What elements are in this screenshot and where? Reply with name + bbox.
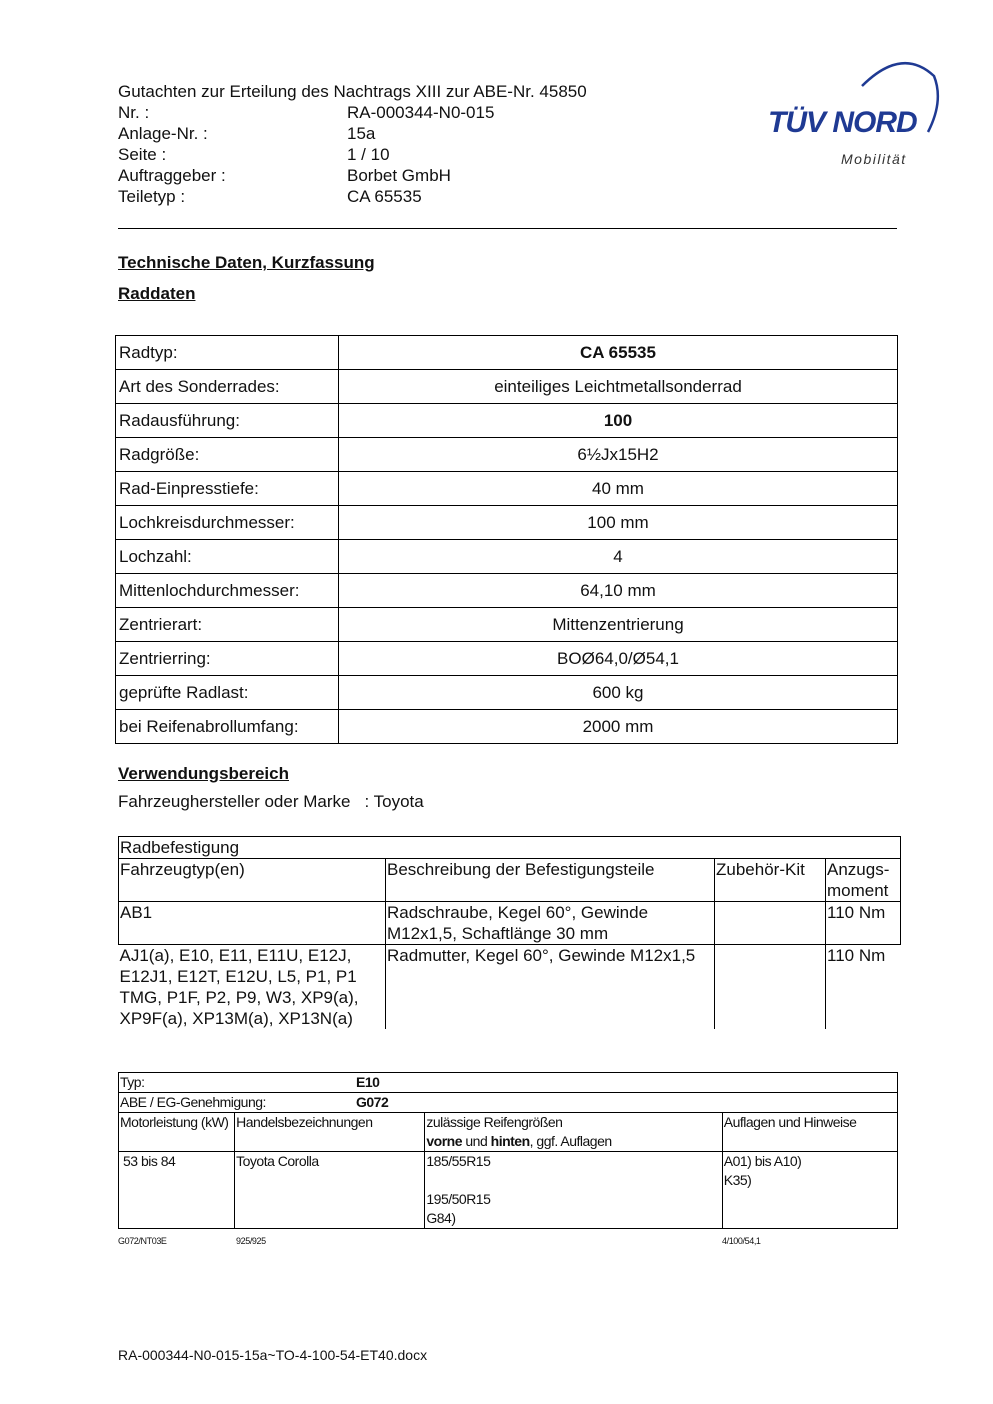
logo-wordmark: TÜV NORD: [768, 106, 917, 139]
header-key: Anlage-Nr. :: [118, 124, 208, 143]
wheel-value: 40 mm: [339, 472, 898, 506]
header-value: Borbet GmbH: [347, 166, 451, 185]
typ-row: [119, 1073, 898, 1093]
type-header-row: [119, 1113, 898, 1152]
wheel-value: 4: [339, 540, 898, 574]
wheel-value: CA 65535: [339, 336, 898, 370]
wheel-value: 2000 mm: [339, 710, 898, 744]
fastening-title-row: [119, 837, 901, 859]
wheel-value: 100 mm: [339, 506, 898, 540]
wheel-data-row: [116, 642, 898, 676]
fastening-types: AB1: [119, 902, 386, 945]
table-footer-code: G072/NT03E: [118, 1236, 167, 1246]
fastening-description: Radschraube, Kegel 60°, Gewinde M12x1,5, Schaftlänge 30 mm: [386, 902, 715, 945]
fastening-description: Radmutter, Kegel 60°, Gewinde M12x1,5: [386, 945, 715, 1030]
fastening-title: Radbefestigung: [119, 837, 901, 859]
fastening-header: Anzugs-moment: [826, 859, 901, 902]
wheel-data-row: [116, 370, 898, 404]
fastening-kit: [715, 902, 826, 945]
header-notes: Auflagen und Hinweise: [722, 1113, 897, 1152]
wheel-value: 6½Jx15H2: [339, 438, 898, 472]
fastening-types: AJ1(a), E10, E11, E11U, E12J, E12J1, E12T, E12U, L5, P1, P1 TMG, P1F, P2, P9, W3, XP9(a), XP9F(a), XP13M(a), XP13N(a): [119, 945, 386, 1030]
header-tires-line1: zulässige Reifengrößen: [426, 1114, 563, 1130]
wheel-label: Art des Sonderrades:: [116, 370, 339, 404]
fastening-kit: [715, 945, 826, 1030]
wheel-value: BOØ64,0/Ø54,1: [339, 642, 898, 676]
abe-row: [119, 1093, 898, 1113]
fastening-header-row: [119, 859, 901, 902]
note: A01) bis A10): [723, 1153, 802, 1169]
wheel-label: Zentrierring:: [116, 642, 339, 676]
wheel-label: Radausführung:: [116, 404, 339, 438]
wheel-value: 600 kg: [339, 676, 898, 710]
note: K35): [723, 1172, 752, 1188]
header-trade: Handelsbezeichnungen: [235, 1113, 425, 1152]
fastening-row: [119, 902, 901, 945]
cell-tires: [425, 1152, 722, 1229]
tuev-nord-logo: [762, 56, 942, 176]
wheel-data-row: [116, 608, 898, 642]
cell-trade: Toyota Corolla: [235, 1152, 425, 1229]
wheel-data-body: [116, 336, 898, 744]
wheel-data-row: [116, 336, 898, 370]
typ-value: E10: [356, 1074, 380, 1090]
header-key: Seite :: [118, 145, 167, 164]
wheel-label: Radgröße:: [116, 438, 339, 472]
usage-title: Verwendungsbereich: [118, 764, 289, 783]
wheel-data-row: [116, 540, 898, 574]
wheel-data-row: [116, 438, 898, 472]
wheel-label: Radtyp:: [116, 336, 339, 370]
wheel-label: Mittenlochdurchmesser:: [116, 574, 339, 608]
table-footer-mid: 925/925: [236, 1236, 266, 1246]
header-value: RA-000344-N0-015: [347, 103, 495, 122]
wheel-label: Lochkreisdurchmesser:: [116, 506, 339, 540]
tire-size: 185/55R15: [426, 1153, 491, 1169]
header-key: Auftraggeber :: [118, 166, 226, 185]
wheel-data-row: [116, 404, 898, 438]
typ-label: Typ:: [120, 1074, 145, 1090]
usage-colon: :: [364, 792, 370, 811]
wheel-label: bei Reifenabrollumfang:: [116, 710, 339, 744]
wheel-label: Lochzahl:: [116, 540, 339, 574]
abe-label: ABE / EG-Genehmigung:: [120, 1094, 266, 1110]
wheel-data-row: [116, 676, 898, 710]
fastening-header: Beschreibung der Befestigungsteile: [386, 859, 715, 902]
header-value: CA 65535: [347, 187, 422, 206]
wheel-label: geprüfte Radlast:: [116, 676, 339, 710]
wheel-label: Zentrierart:: [116, 608, 339, 642]
header-tires-line2: vorne und hinten, ggf. Auflagen: [426, 1133, 612, 1149]
header-tires: [425, 1113, 722, 1152]
wheel-data-row: [116, 574, 898, 608]
wheel-value: einteiliges Leichtmetallsonderrad: [339, 370, 898, 404]
wheel-value: Mittenzentrierung: [339, 608, 898, 642]
fastening-table: [118, 836, 901, 1029]
type-approval-table: [118, 1072, 898, 1229]
wheel-value: 100: [339, 404, 898, 438]
tire-size: 195/50R15: [426, 1191, 491, 1207]
report-title: Gutachten zur Erteilung des Nachtrags XIII zur ABE-Nr. 45850: [118, 82, 587, 101]
usage-line: [118, 792, 424, 812]
section-subtitle: Raddaten: [118, 284, 196, 303]
type-data-row: [119, 1152, 898, 1229]
wheel-data-row: [116, 472, 898, 506]
table-footer-right: 4/100/54,1: [722, 1236, 761, 1246]
wheel-value: 64,10 mm: [339, 574, 898, 608]
wheel-data-row: [116, 506, 898, 540]
fastening-torque: 110 Nm: [826, 945, 901, 1030]
fastening-row: [119, 945, 901, 1030]
cell-notes: [722, 1152, 897, 1229]
header-key: Nr. :: [118, 103, 150, 122]
header-value: 1 / 10: [347, 145, 390, 164]
section-title: Technische Daten, Kurzfassung: [118, 253, 375, 272]
cell-power: 53 bis 84: [119, 1152, 235, 1229]
wheel-data-table: [115, 335, 898, 744]
logo-subtitle: Mobilität: [841, 151, 907, 167]
document-filename: RA-000344-N0-015-15a~TO-4-100-54-ET40.docx: [118, 1347, 428, 1363]
header-divider: [118, 228, 897, 229]
wheel-label: Rad-Einpresstiefe:: [116, 472, 339, 506]
usage-value: Toyota: [373, 792, 424, 811]
fastening-header: Zubehör-Kit: [715, 859, 826, 902]
header-power: Motorleistung (kW): [119, 1113, 235, 1152]
wheel-data-row: [116, 710, 898, 744]
fastening-torque: 110 Nm: [826, 902, 901, 945]
header-value: 15a: [347, 124, 376, 143]
tire-note: G84): [426, 1210, 456, 1226]
fastening-header: Fahrzeugtyp(en): [119, 859, 386, 902]
abe-value: G072: [356, 1094, 389, 1110]
header-key: Teiletyp :: [118, 187, 186, 206]
usage-label: Fahrzeughersteller oder Marke: [118, 792, 351, 811]
